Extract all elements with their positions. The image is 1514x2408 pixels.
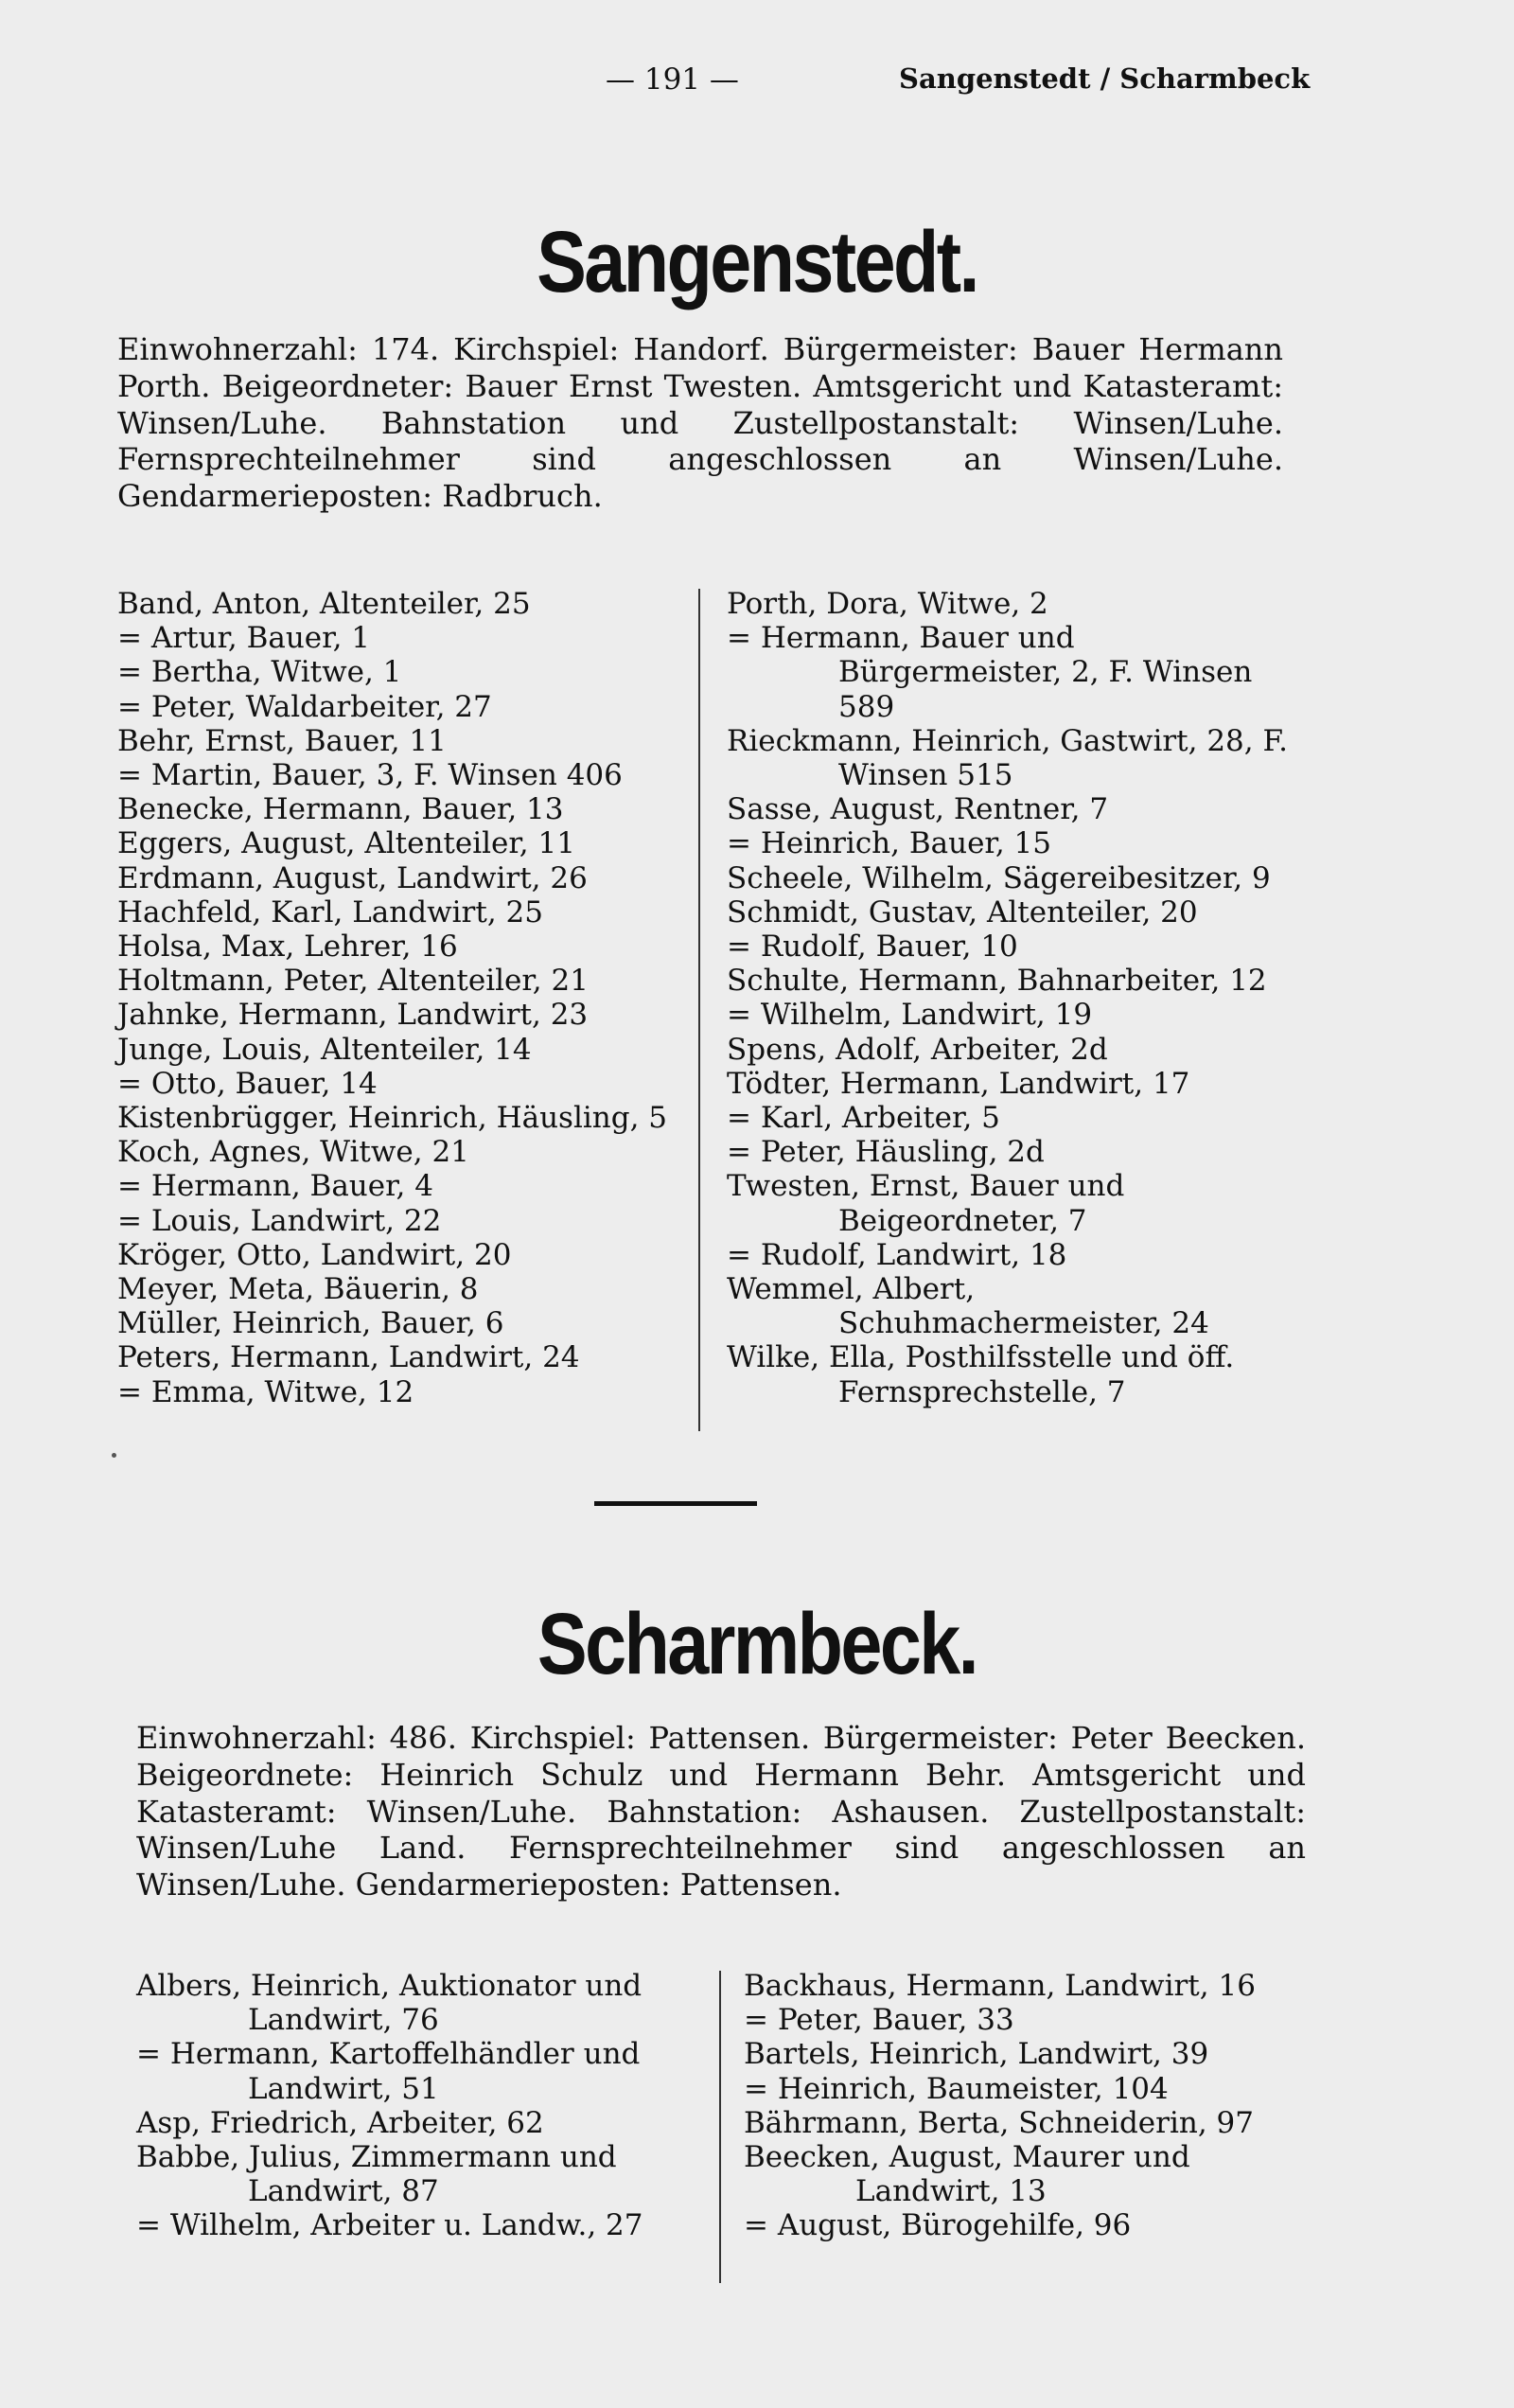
resident-entry: Schulte, Hermann, Bahnarbeiter, 12 — [727, 964, 1267, 999]
resident-entry: Bartels, Heinrich, Landwirt, 39 — [744, 2037, 1209, 2072]
resident-entry: = Hermann, Bauer, 4 — [117, 1169, 433, 1204]
resident-entry: Müller, Heinrich, Bauer, 6 — [117, 1306, 504, 1341]
resident-entry: Bährmann, Berta, Schneiderin, 97 — [744, 2105, 1254, 2140]
resident-entry: = Peter, Waldarbeiter, 27 — [117, 689, 492, 724]
resident-entry: Rieckmann, Heinrich, Gastwirt, 28, F. Winsen 515 — [727, 723, 1289, 793]
resident-list-right-sangenstedt — [727, 587, 1294, 1409]
running-head: Sangenstedt / Scharmbeck — [899, 62, 1311, 95]
resident-entry: = Rudolf, Bauer, 10 — [727, 930, 1018, 965]
resident-entry: Holtmann, Peter, Altenteiler, 21 — [117, 964, 589, 999]
print-speck — [112, 1453, 116, 1458]
resident-entry: Schmidt, Gustav, Altenteiler, 20 — [727, 894, 1198, 930]
column-divider — [698, 589, 700, 1431]
resident-entry: = Artur, Bauer, 1 — [117, 621, 370, 656]
resident-entry: Holsa, Max, Lehrer, 16 — [117, 930, 458, 965]
resident-entry: Tödter, Hermann, Landwirt, 17 — [727, 1066, 1190, 1101]
resident-entry: Peters, Hermann, Landwirt, 24 — [117, 1340, 580, 1375]
section-intro-sangenstedt: Einwohnerzahl: 174. Kirchspiel: Handorf. Bürgermeister: Bauer Hermann Porth. Beigeordneter: Bauer Ernst Twesten. Amtsgericht und Katasteramt: Winsen/Luhe. Bahnstation und Zustellpostanstalt: Winsen/Luhe. Fernsprechteilnehmer sind angeschlossen an Winsen/Luhe. Gendarmerieposten: Radbruch. — [117, 331, 1283, 515]
page-header — [0, 62, 1514, 110]
resident-entry: Babbe, Julius, Zimmermann und Landwirt, 87 — [136, 2140, 617, 2209]
resident-entry: Benecke, Hermann, Bauer, 13 — [117, 792, 564, 827]
resident-entry: Erdmann, August, Landwirt, 26 — [117, 860, 588, 895]
resident-entry: = Emma, Witwe, 12 — [117, 1374, 414, 1409]
resident-entry: = Karl, Arbeiter, 5 — [727, 1101, 1000, 1136]
resident-entry: Asp, Friedrich, Arbeiter, 62 — [136, 2105, 544, 2140]
resident-entry: Wilke, Ella, Posthilfsstelle und öff. Fernsprechstelle, 7 — [727, 1340, 1235, 1409]
resident-entry: = Wilhelm, Landwirt, 19 — [727, 998, 1093, 1033]
resident-list-left-sangenstedt — [117, 587, 685, 1409]
resident-entry: Band, Anton, Altenteiler, 25 — [117, 587, 531, 621]
resident-entry: = Wilhelm, Arbeiter u. Landw., 27 — [136, 2208, 643, 2243]
section-separator — [594, 1501, 757, 1506]
resident-entry: = Otto, Bauer, 14 — [117, 1066, 378, 1101]
resident-entry: = Peter, Häusling, 2d — [727, 1135, 1045, 1170]
resident-entry: Jahnke, Hermann, Landwirt, 23 — [117, 998, 589, 1033]
section-title-scharmbeck: Scharmbeck. — [537, 1596, 977, 1692]
resident-entry: Scheele, Wilhelm, Sägereibesitzer, 9 — [727, 860, 1271, 895]
resident-entry: Kistenbrügger, Heinrich, Häusling, 5 — [117, 1101, 668, 1136]
resident-entry: Twesten, Ernst, Bauer und Beigeordneter, 7 — [727, 1169, 1125, 1238]
resident-entry: = Bertha, Witwe, 1 — [117, 655, 402, 690]
resident-entry: = Hermann, Kartoffelhändler und Landwirt, 51 — [136, 2037, 641, 2106]
resident-entry: = Martin, Bauer, 3, F. Winsen 406 — [117, 758, 623, 793]
resident-entry: Hachfeld, Karl, Landwirt, 25 — [117, 894, 543, 930]
resident-entry: Kröger, Otto, Landwirt, 20 — [117, 1237, 512, 1272]
section-title-sangenstedt: Sangenstedt. — [537, 214, 977, 310]
resident-entry: Eggers, August, Altenteiler, 11 — [117, 826, 575, 861]
section-intro-scharmbeck: Einwohnerzahl: 486. Kirchspiel: Pattensen. Bürgermeister: Peter Beecken. Beigeordnete: Heinrich Schulz und Hermann Behr. Amtsgericht und Katasteramt: Winsen/Luhe. Bahnstation: Ashausen. Zustellpostanstalt: Winsen/Luhe Land. Fernsprechteilnehmer sind angeschlossen an Winsen/Luhe. Gendarmerieposten: Pattensen. — [136, 1720, 1306, 1903]
resident-entry: Sasse, August, Rentner, 7 — [727, 792, 1109, 827]
resident-entry: = August, Bürogehilfe, 96 — [744, 2208, 1132, 2243]
resident-entry: = Hermann, Bauer und Bürgermeister, 2, F. Winsen 589 — [727, 621, 1253, 724]
resident-entry: = Peter, Bauer, 33 — [744, 2003, 1014, 2038]
resident-entry: Behr, Ernst, Bauer, 11 — [117, 723, 447, 758]
resident-entry: Wemmel, Albert, Schuhmachermeister, 24 — [727, 1272, 1209, 1341]
resident-list-left-scharmbeck — [136, 1969, 704, 2243]
resident-entry: Koch, Agnes, Witwe, 21 — [117, 1135, 469, 1170]
resident-entry: Meyer, Meta, Bäuerin, 8 — [117, 1272, 479, 1307]
resident-entry: = Heinrich, Baumeister, 104 — [744, 2071, 1169, 2106]
resident-entry: Backhaus, Hermann, Landwirt, 16 — [744, 1969, 1256, 2003]
resident-entry: = Heinrich, Bauer, 15 — [727, 826, 1051, 861]
resident-entry: = Louis, Landwirt, 22 — [117, 1203, 442, 1238]
resident-list-right-scharmbeck — [744, 1969, 1312, 2243]
resident-entry: Porth, Dora, Witwe, 2 — [727, 587, 1048, 621]
resident-entry: Spens, Adolf, Arbeiter, 2d — [727, 1032, 1108, 1067]
resident-entry: Albers, Heinrich, Auktionator und Landwirt, 76 — [136, 1969, 643, 2038]
resident-entry: Junge, Louis, Altenteiler, 14 — [117, 1032, 532, 1067]
page-number: — 191 — — [606, 62, 739, 97]
resident-entry: = Rudolf, Landwirt, 18 — [727, 1237, 1067, 1272]
column-divider — [719, 1971, 721, 2283]
resident-entry: Beecken, August, Maurer und Landwirt, 13 — [744, 2140, 1190, 2209]
